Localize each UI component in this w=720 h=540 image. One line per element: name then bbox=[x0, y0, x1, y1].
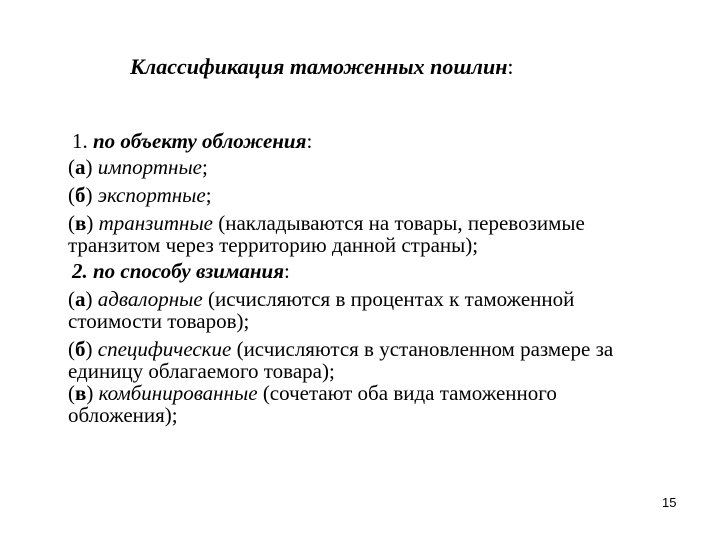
slide-title-text: Классификация таможенных пошлин bbox=[130, 54, 508, 79]
list-item-tail: (исчисляются в процентах к таможенной стоимости товаров); bbox=[68, 287, 575, 333]
list-item-marker: в bbox=[75, 211, 87, 235]
section-heading-text: по способу взимания bbox=[93, 259, 285, 283]
slide-body bbox=[68, 130, 668, 426]
section-heading-colon: : bbox=[284, 259, 290, 283]
list-item-tail: (исчисляются в установленном размере за единицу облагаемого товара); bbox=[68, 337, 614, 383]
list-item-term: экспортные bbox=[97, 183, 206, 207]
list-item-combined: (в) комбинированные (сочетают оба вида таможенного обложения); bbox=[68, 381, 557, 427]
list-item-marker: а bbox=[75, 287, 86, 311]
list-item-import: (а) импортные; bbox=[68, 155, 208, 179]
list-item-export: (б) экспортные; bbox=[68, 183, 212, 207]
list-item-term: комбинированные bbox=[98, 381, 258, 405]
section-heading-colon: : bbox=[306, 129, 313, 153]
section-heading-2 bbox=[72, 260, 668, 282]
list-item-term: специфические bbox=[97, 337, 232, 361]
list-item-tail: ; bbox=[202, 155, 208, 179]
list-item-marker: б bbox=[75, 337, 86, 361]
page-number: 15 bbox=[662, 495, 677, 510]
list-item-marker: в bbox=[75, 381, 87, 405]
slide-title bbox=[130, 53, 650, 81]
section-heading-text: по объекту обложения bbox=[93, 129, 307, 153]
section-number: 1. bbox=[72, 129, 88, 153]
list-item-term: импортные bbox=[97, 155, 203, 179]
list-item-tail: (сочетают оба вида таможенного обложения); bbox=[68, 381, 557, 427]
list-item-ad-valorem: (а) адвалорные (исчисляются в процентах к таможенной стоимости товаров); bbox=[68, 287, 575, 333]
list-item-term: адвалорные bbox=[97, 287, 203, 311]
list-item-specific: (б) специфические (исчисляются в установленном размере за единицу облагаемого товара); bbox=[68, 337, 614, 383]
list-item-term: транзитные bbox=[98, 211, 213, 235]
list-item-tail: ; bbox=[205, 183, 212, 207]
list-item-tail: (накладываются на товары, перевозимые транзитом через территорию данной страны); bbox=[68, 211, 585, 257]
section-heading-1 bbox=[72, 130, 668, 152]
list-item-marker: б bbox=[75, 183, 86, 207]
list-item-transit: (в) транзитные (накладываются на товары, перевозимые транзитом через территорию данной страны); bbox=[68, 211, 585, 257]
section-number: 2. bbox=[72, 259, 88, 283]
slide-title-colon: : bbox=[507, 54, 514, 79]
list-item-marker: а bbox=[75, 155, 86, 179]
